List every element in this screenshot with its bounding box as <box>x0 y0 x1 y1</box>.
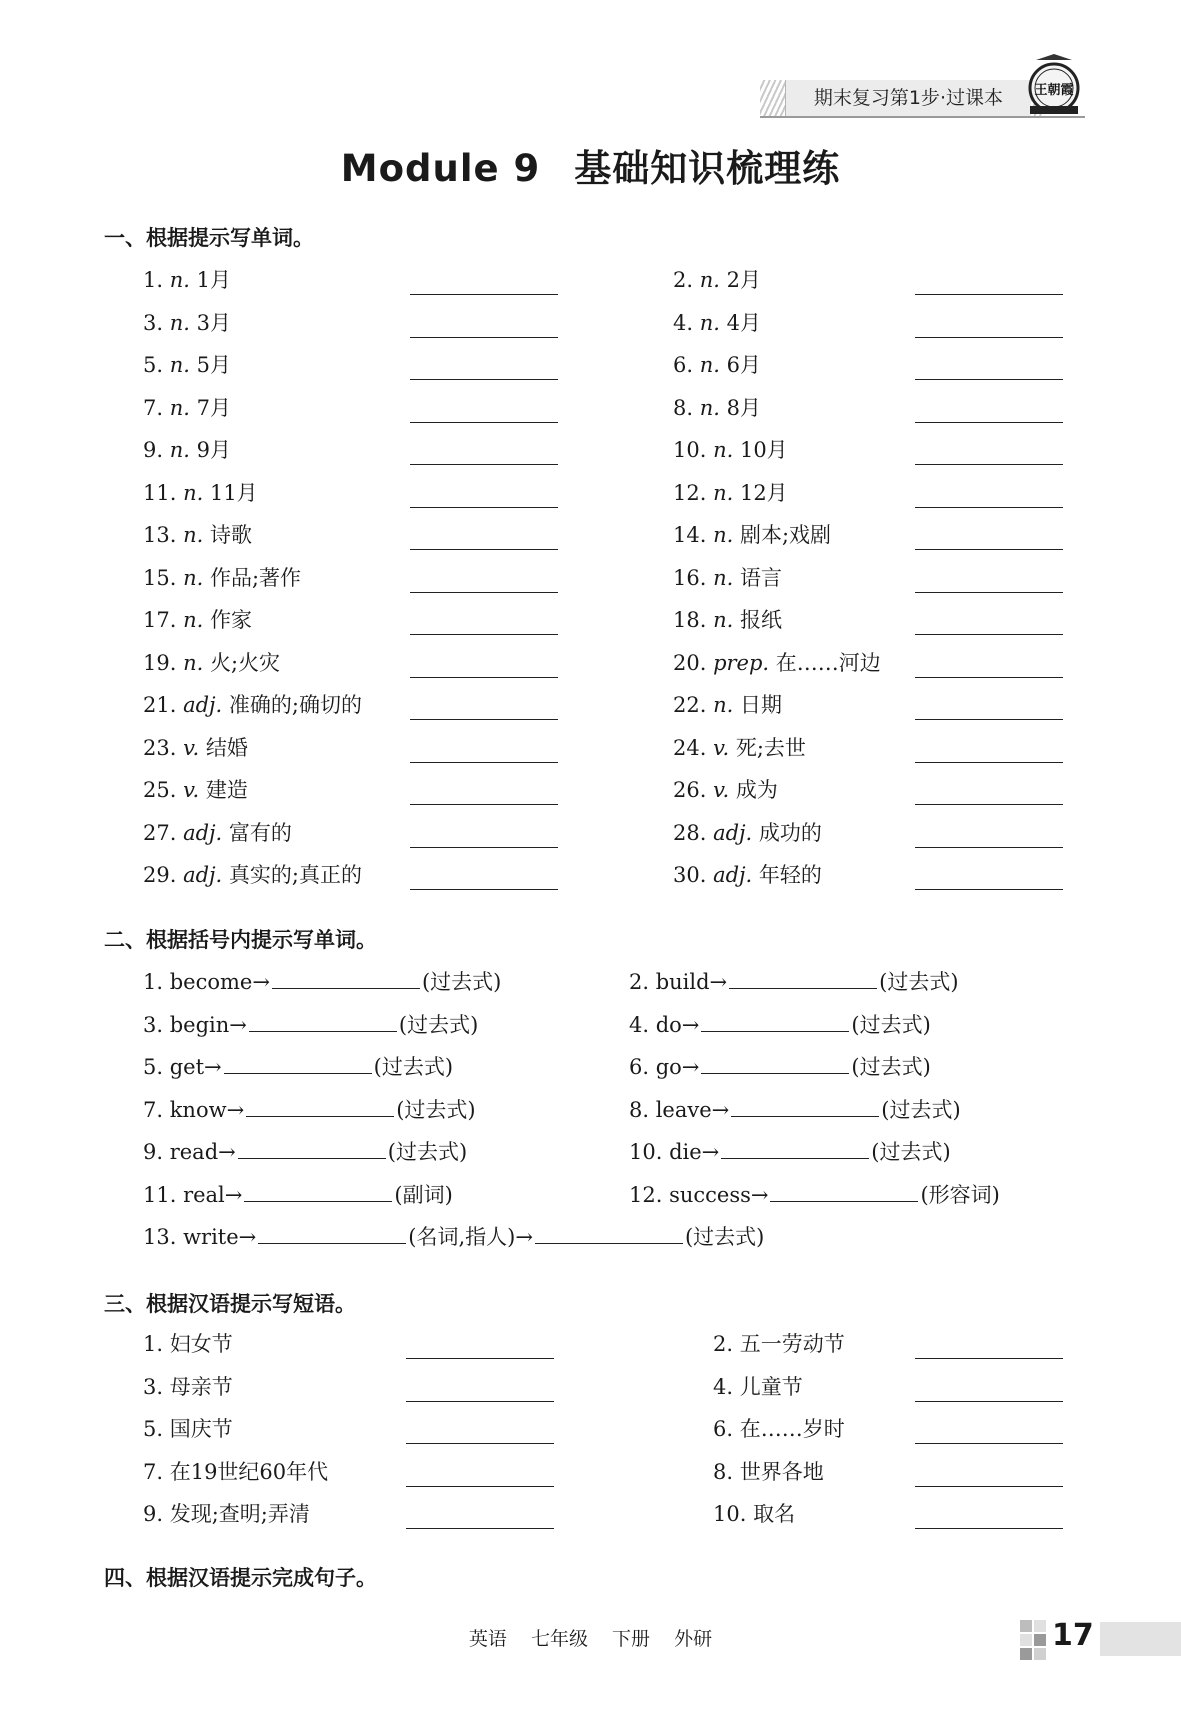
title-module: Module 9 <box>340 147 541 190</box>
answer-blank[interactable] <box>238 1136 386 1159</box>
phrase-item: 7. 在19世纪60年代 <box>143 1459 329 1484</box>
word-item: 27. adj. 富有的 <box>143 820 292 845</box>
answer-blank[interactable] <box>915 294 1063 295</box>
answer-blank[interactable] <box>258 1221 406 1244</box>
word-item: 11. n. 11月 <box>143 480 258 505</box>
form-hint: (过去式) <box>851 1012 931 1037</box>
form-item <box>629 1009 931 1039</box>
form-hint: (名词,指人)→ <box>408 1225 533 1249</box>
form-hint: (过去式) <box>684 1225 765 1249</box>
word-item: 12. n. 12月 <box>673 480 788 505</box>
form-word: 5. get→ <box>143 1055 222 1079</box>
answer-blank[interactable] <box>410 337 558 338</box>
form-hint: (过去式) <box>398 1012 479 1037</box>
form-word: 13. write→ <box>143 1225 257 1249</box>
answer-blank[interactable] <box>535 1221 683 1244</box>
answer-blank[interactable] <box>246 1094 394 1117</box>
section-2-heading: 二、根据括号内提示写单词。 <box>104 928 377 952</box>
answer-blank[interactable] <box>701 1051 849 1074</box>
answer-blank[interactable] <box>770 1179 918 1202</box>
answer-blank[interactable] <box>224 1051 372 1074</box>
answer-blank[interactable] <box>915 507 1063 508</box>
title-topic: 基础知识梳理练 <box>574 147 841 190</box>
answer-blank[interactable] <box>915 1443 1063 1444</box>
form-word: 2. build→ <box>629 970 728 994</box>
phrase-item: 10. 取名 <box>713 1502 796 1526</box>
footer-volume: 下册 <box>612 1628 651 1650</box>
answer-blank[interactable] <box>410 422 558 423</box>
form-word: 7. know→ <box>143 1097 245 1122</box>
word-item: 19. n. 火;火灾 <box>143 650 281 675</box>
answer-blank[interactable] <box>915 1401 1063 1402</box>
word-item: 18. n. 报纸 <box>673 608 782 632</box>
answer-blank[interactable] <box>410 889 558 890</box>
answer-blank[interactable] <box>915 337 1063 338</box>
answer-blank[interactable] <box>915 549 1063 550</box>
word-item: 26. v. 成为 <box>673 778 778 802</box>
answer-blank[interactable] <box>915 889 1063 890</box>
answer-blank[interactable] <box>410 592 558 593</box>
form-word: 3. begin→ <box>143 1012 247 1037</box>
form-item <box>629 1179 1000 1209</box>
word-item: 30. adj. 年轻的 <box>673 863 822 887</box>
form-item <box>629 1051 931 1081</box>
word-item: 1. n. 1月 <box>143 268 231 292</box>
form-item <box>143 1136 467 1166</box>
answer-blank[interactable] <box>915 592 1063 593</box>
form-word: 9. read→ <box>143 1140 236 1164</box>
form-word: 8. leave→ <box>629 1097 730 1122</box>
form-word: 10. die→ <box>629 1140 720 1164</box>
footer-info <box>0 1624 1181 1651</box>
form-word: 12. success→ <box>629 1182 769 1207</box>
answer-blank[interactable] <box>272 966 420 989</box>
form-word: 11. real→ <box>143 1182 243 1207</box>
word-item: 14. n. 剧本;戏剧 <box>673 523 832 547</box>
word-item: 25. v. 建造 <box>143 778 248 802</box>
section-3-heading: 三、根据汉语提示写短语。 <box>104 1292 356 1316</box>
word-item: 13. n. 诗歌 <box>143 523 252 547</box>
answer-blank[interactable] <box>406 1528 554 1529</box>
footer-grade: 七年级 <box>530 1628 588 1650</box>
footer-subject: 英语 <box>468 1628 507 1650</box>
answer-blank[interactable] <box>915 1486 1063 1487</box>
answer-blank[interactable] <box>406 1401 554 1402</box>
answer-blank[interactable] <box>410 634 558 635</box>
answer-blank[interactable] <box>915 719 1063 720</box>
answer-blank[interactable] <box>915 762 1063 763</box>
word-item: 23. v. 结婚 <box>143 735 248 760</box>
word-item: 8. n. 8月 <box>673 395 761 420</box>
phrase-item: 8. 世界各地 <box>713 1459 824 1484</box>
word-item: 21. adj. 准确的;确切的 <box>143 693 362 717</box>
word-item: 7. n. 7月 <box>143 395 231 420</box>
answer-blank[interactable] <box>915 379 1063 380</box>
answer-blank[interactable] <box>410 804 558 805</box>
form-item <box>143 1094 476 1124</box>
seal-text: 王朝霞 <box>1034 83 1074 98</box>
phrase-item: 3. 母亲节 <box>143 1374 233 1399</box>
form-item <box>143 966 501 996</box>
word-item: 17. n. 作家 <box>143 608 252 632</box>
word-item: 24. v. 死;去世 <box>673 735 806 760</box>
answer-blank[interactable] <box>915 422 1063 423</box>
word-item: 29. adj. 真实的;真正的 <box>143 863 362 887</box>
form-hint: (过去式) <box>396 1097 476 1122</box>
word-item: 4. n. 4月 <box>673 310 761 335</box>
answer-blank[interactable] <box>915 804 1063 805</box>
form-item <box>629 1136 951 1166</box>
phrase-item: 5. 国庆节 <box>143 1417 233 1441</box>
word-item: 28. adj. 成功的 <box>673 820 822 845</box>
brand-seal-logo <box>1026 54 1082 118</box>
section-1-heading: 一、根据提示写单词。 <box>104 226 314 250</box>
answer-blank[interactable] <box>915 634 1063 635</box>
form-item <box>143 1051 453 1081</box>
answer-blank[interactable] <box>915 847 1063 848</box>
answer-blank[interactable] <box>244 1179 392 1202</box>
form-item <box>143 1221 764 1251</box>
answer-blank[interactable] <box>410 294 558 295</box>
form-hint: (过去式) <box>421 970 502 994</box>
answer-blank[interactable] <box>915 1528 1063 1529</box>
form-item <box>143 1009 478 1039</box>
answer-blank[interactable] <box>915 1358 1063 1359</box>
answer-blank[interactable] <box>406 1486 554 1487</box>
answer-blank[interactable] <box>410 719 558 720</box>
word-item: 16. n. 语言 <box>673 565 782 590</box>
answer-blank[interactable] <box>721 1136 869 1159</box>
answer-blank[interactable] <box>915 464 1063 465</box>
answer-blank[interactable] <box>731 1094 879 1117</box>
form-hint: (过去式) <box>387 1140 468 1164</box>
form-item <box>629 1094 961 1124</box>
word-item: 5. n. 5月 <box>143 353 231 377</box>
word-item: 10. n. 10月 <box>673 438 788 462</box>
answer-blank[interactable] <box>406 1443 554 1444</box>
answer-blank[interactable] <box>410 549 558 550</box>
page-number-band <box>1100 1622 1181 1656</box>
word-item: 9. n. 9月 <box>143 438 231 462</box>
answer-blank[interactable] <box>410 677 558 678</box>
form-word: 6. go→ <box>629 1055 700 1079</box>
form-hint: (过去式) <box>871 1140 951 1164</box>
phrase-item: 4. 儿童节 <box>713 1374 803 1399</box>
word-item: 20. prep. 在……河边 <box>673 650 881 675</box>
answer-blank[interactable] <box>701 1009 849 1032</box>
form-hint: (过去式) <box>879 970 959 994</box>
page-number: 17 <box>1052 1618 1094 1653</box>
word-item: 3. n. 3月 <box>143 310 231 335</box>
answer-blank[interactable] <box>410 507 558 508</box>
form-hint: (过去式) <box>881 1097 961 1122</box>
word-item: 2. n. 2月 <box>673 268 761 292</box>
form-word: 4. do→ <box>629 1012 700 1037</box>
answer-blank[interactable] <box>406 1358 554 1359</box>
form-item <box>143 1179 453 1209</box>
section-4-heading: 四、根据汉语提示完成句子。 <box>104 1566 377 1590</box>
phrase-item: 6. 在……岁时 <box>713 1417 845 1441</box>
answer-blank[interactable] <box>729 966 877 989</box>
answer-blank[interactable] <box>915 677 1063 678</box>
form-hint: (过去式) <box>851 1055 931 1079</box>
phrase-item: 2. 五一劳动节 <box>713 1332 845 1356</box>
form-item <box>629 966 959 996</box>
form-word: 1. become→ <box>143 970 270 994</box>
footer-edition: 外研 <box>674 1628 713 1650</box>
header-label: 期末复习第1步·过课本 <box>785 80 1031 116</box>
answer-blank[interactable] <box>410 379 558 380</box>
page-title <box>0 138 1181 192</box>
word-item: 6. n. 6月 <box>673 353 761 377</box>
answer-blank[interactable] <box>410 464 558 465</box>
phrase-item: 1. 妇女节 <box>143 1332 233 1356</box>
answer-blank[interactable] <box>249 1009 397 1032</box>
answer-blank[interactable] <box>410 847 558 848</box>
phrase-item: 9. 发现;查明;弄清 <box>143 1502 310 1526</box>
word-item: 15. n. 作品;著作 <box>143 565 302 590</box>
form-hint: (形容词) <box>920 1182 1000 1207</box>
answer-blank[interactable] <box>410 762 558 763</box>
word-item: 22. n. 日期 <box>673 693 782 717</box>
form-hint: (副词) <box>394 1182 453 1207</box>
form-hint: (过去式) <box>373 1055 454 1079</box>
